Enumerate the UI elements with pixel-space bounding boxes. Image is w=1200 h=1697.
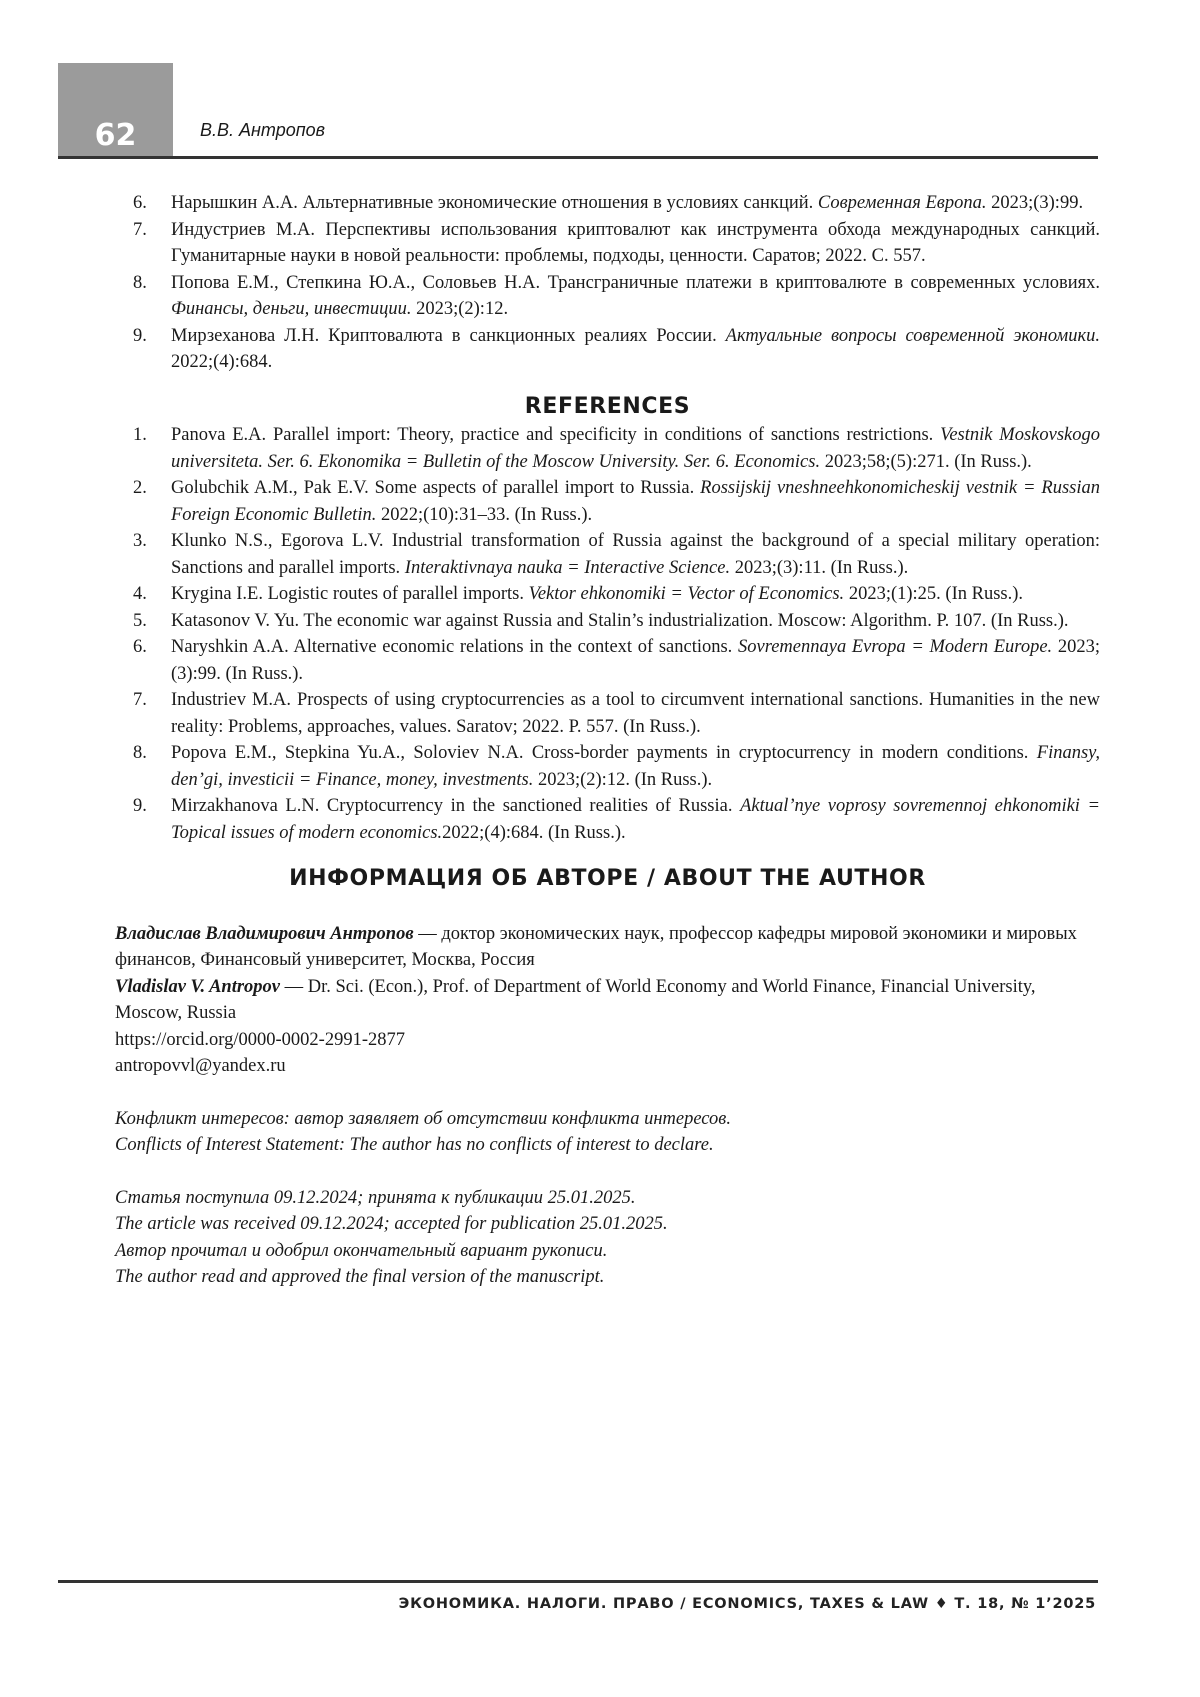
reference-item: [115, 323, 1100, 376]
references-heading: REFERENCES: [524, 393, 691, 419]
footer-rule: [58, 1580, 1098, 1583]
reference-number: 6.: [133, 193, 147, 213]
approved-en: The author read and approved the final version of the manuscript.: [115, 1267, 605, 1287]
reference-text: Mirzakhanova L.N. Cryptocurrency in the sanctioned realities of Russia. Aktual’nye voprosy sovremennoj ehkonomiki = Topical issues of modern economics.2022;(4):684. (In Russ.).: [171, 796, 1100, 843]
author-email[interactable]: antropovvl@yandex.ru: [115, 1056, 286, 1076]
russian-reference-list: [115, 190, 1100, 376]
author-en-description: — Dr. Sci. (Econ.), Prof. of Department of World Economy and World Finance, Financial University, Moscow, Russia: [115, 976, 1036, 1023]
author-info: [115, 921, 1100, 1080]
reference-item: [115, 475, 1100, 528]
reference-number: 2.: [133, 478, 147, 498]
reference-number: 9.: [133, 796, 147, 816]
reference-number: 8.: [133, 272, 147, 293]
reference-text: Golubchik A.M., Pak E.V. Some aspects of parallel import to Russia. Rossijskij vneshneehkonomicheskij vestnik = Russian Foreign Economic Bulletin. 2022;(10):31–33. (In Russ.).: [171, 478, 1100, 525]
reference-item: [115, 793, 1100, 846]
reference-number: 3.: [133, 531, 147, 551]
reference-item: [115, 740, 1100, 793]
author-en-name: Vladislav V. Antropov: [115, 976, 280, 997]
author-ru-description: — доктор экономических наук, профессор кафедры мировой экономики и мировых финансов, Финансовый университет, Москва, Россия: [115, 923, 1077, 970]
conflict-en: Conflicts of Interest Statement: The author has no conflicts of interest to declare.: [115, 1135, 714, 1155]
author-en: [115, 974, 1100, 1027]
reference-number: 9.: [133, 325, 147, 346]
reference-text: Naryshkin A.A. Alternative economic relations in the context of sanctions. Sovremennaya Evropa = Modern Europe. 2023;(3):99. (In Russ.).: [171, 637, 1100, 684]
journal-footer: ЭКОНОМИКА. НАЛОГИ. ПРАВО / ECONOMICS, TAXES & LAW ♦ Т. 18, № 1’2025: [398, 1596, 1096, 1612]
english-reference-list: [115, 422, 1100, 846]
page-content: [115, 190, 1100, 1291]
reference-item: [115, 687, 1100, 740]
article-notes: [115, 1106, 1100, 1291]
reference-item: [115, 422, 1100, 475]
reference-number: 7.: [133, 219, 147, 240]
reference-number: 5.: [133, 610, 147, 631]
reference-item: [115, 270, 1100, 323]
author-orcid[interactable]: https://orcid.org/0000-0002-2991-2877: [115, 1029, 405, 1050]
author-info-heading: ИНФОРМАЦИЯ ОБ АВТОРЕ / ABOUT THE AUTHOR: [289, 866, 926, 891]
reference-item: [115, 217, 1100, 270]
received-en: The article was received 09.12.2024; accepted for publication 25.01.2025.: [115, 1214, 668, 1234]
reference-number: 4.: [133, 584, 147, 604]
header-rule: [58, 156, 1098, 159]
reference-item: [115, 528, 1100, 581]
reference-text: Panova E.A. Parallel import: Theory, practice and specificity in conditions of sanctions restrictions. Vestnik Moskovskogo universiteta. Ser. 6. Ekonomika = Bulletin of the Moscow University. Ser. 6. Economics. 2023;58;(5):271. (In Russ.).: [171, 425, 1100, 472]
reference-text: Katasonov V. Yu. The economic war against Russia and Stalin’s industrialization. Moscow: Algorithm. P. 107. (In Russ.).: [171, 610, 1069, 631]
author-ru-name: Владислав Владимирович Антропов: [115, 923, 414, 944]
conflict-ru: Конфликт интересов: автор заявляет об отсутствии конфликта интересов.: [115, 1108, 731, 1129]
approved-ru: Автор прочитал и одобрил окончательный вариант рукописи.: [115, 1240, 608, 1261]
reference-item: [115, 581, 1100, 608]
reference-text: Попова Е.М., Степкина Ю.А., Соловьев Н.А. Трансграничные платежи в криптовалюте в современных условиях. Финансы, деньги, инвестиции. 2023;(2):12.: [171, 272, 1100, 319]
reference-text: Industriev M.A. Prospects of using cryptocurrencies as a tool to circumvent international sanctions. Humanities in the new reality: Problems, approaches, values. Saratov; 2022. P. 557. (In Russ.).: [171, 690, 1100, 737]
reference-number: 1.: [133, 425, 147, 445]
reference-text: Нарышкин А.А. Альтернативные экономические отношения в условиях санкций. Современная Европа. 2023;(3):99.: [171, 193, 1084, 213]
page-number: 62: [58, 63, 173, 157]
reference-text: Klunko N.S., Egorova L.V. Industrial transformation of Russia against the background of a special military operation: Sanctions and parallel imports. Interaktivnaya nauka = Interactive Science. 2023;(3):11. (In Russ.).: [171, 531, 1100, 578]
reference-text: Krygina I.E. Logistic routes of parallel imports. Vektor ehkonomiki = Vector of Economics. 2023;(1):25. (In Russ.).: [171, 584, 1024, 604]
reference-item: [115, 634, 1100, 687]
reference-text: Индустриев М.А. Перспективы использования криптовалют как инструмента обхода международных санкций. Гуманитарные науки в новой реальности: проблемы, подходы, ценности. Саратов; 2022. С. 557.: [171, 219, 1100, 266]
author-ru: [115, 921, 1100, 974]
reference-number: 8.: [133, 743, 147, 763]
received-ru: Статья поступила 09.12.2024; принята к публикации 25.01.2025.: [115, 1187, 636, 1208]
reference-number: 6.: [133, 637, 147, 657]
reference-number: 7.: [133, 690, 147, 710]
reference-text: Popova E.M., Stepkina Yu.A., Soloviev N.A. Cross-border payments in cryptocurrency in modern conditions. Finansy, den’gi, investicii = Finance, money, investments. 2023;(2):12. (In Russ.).: [171, 743, 1100, 790]
reference-text: Мирзеханова Л.Н. Криптовалюта в санкционных реалиях России. Актуальные вопросы современной экономики. 2022;(4):684.: [171, 325, 1100, 372]
running-header-author: В.В. Антропов: [200, 120, 326, 140]
reference-item: [115, 608, 1100, 635]
reference-item: [115, 190, 1100, 217]
